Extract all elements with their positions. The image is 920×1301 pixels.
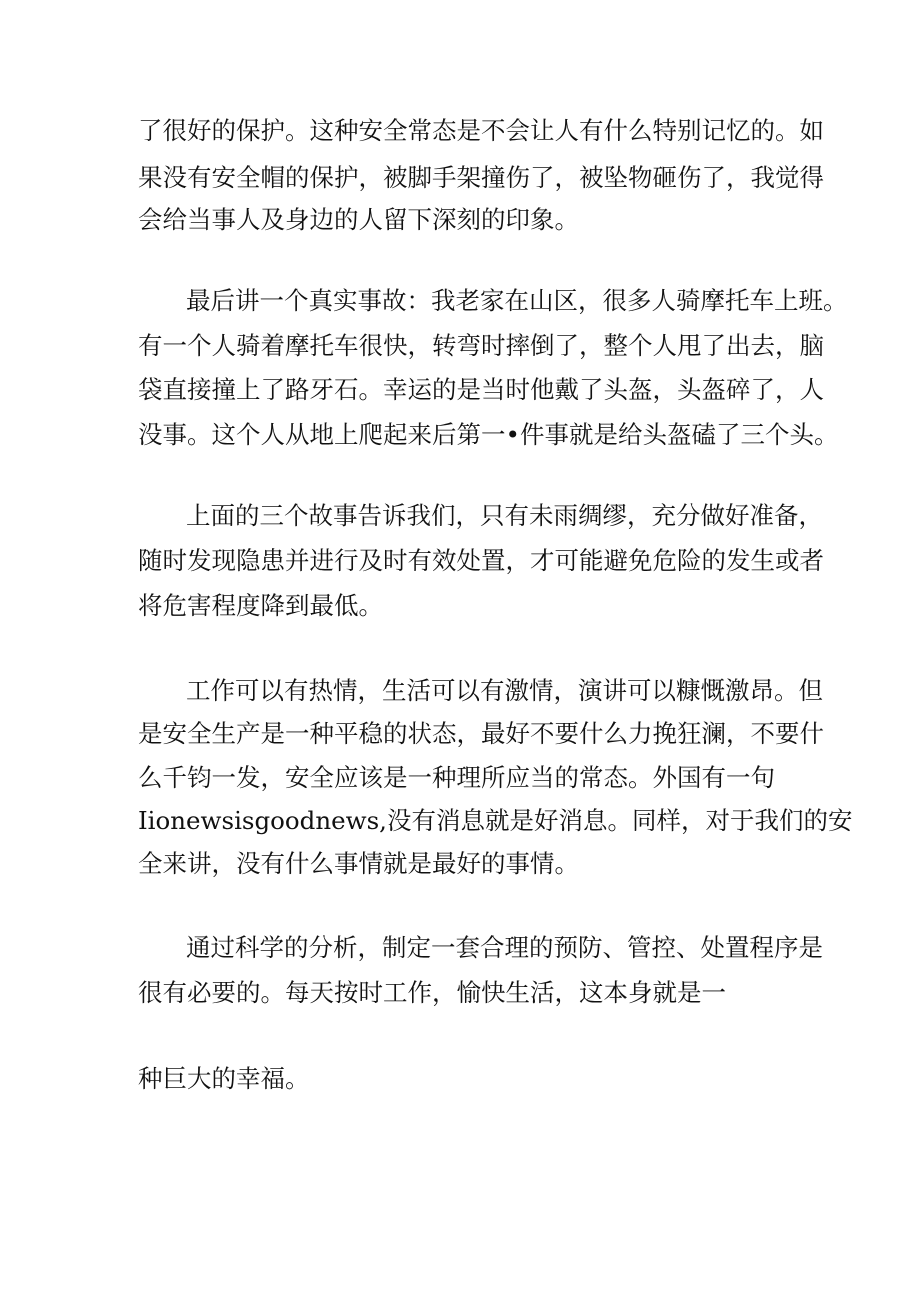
text-line: 是安全生产是一种平稳的状态，最好不要什么力挽狂澜，不要什: [138, 719, 824, 748]
text-line: 会给当事人及身边的人留下深刻的印象。: [138, 205, 579, 234]
text-line: 了很好的保护。这种安全常态是不会让人有什么特别记忆的。如: [138, 116, 824, 145]
text-line: Iionewsisgoodnews,没有消息就是好消息。同样，对于我们的安: [138, 806, 853, 835]
text-line: 袋直接撞上了路牙石。幸运的是当时他戴了头盔，头盔碎了，人: [138, 375, 824, 404]
text-line: 种巨大的幸福。: [138, 1064, 310, 1093]
paragraph-first-line: 工作可以有热情，生活可以有激情，演讲可以糠慨激昂。但: [186, 676, 823, 705]
paragraph-first-line: 上面的三个故事告诉我们，只有未雨绸缪，充分做好准备，: [186, 501, 823, 530]
text-line: 很有必要的。每天按时工作，愉快生活，这本身就是一: [138, 978, 726, 1007]
paragraph-first-line: 通过科学的分析，制定一套合理的预防、管控、处置程序是: [186, 933, 823, 962]
text-line: 果没有安全帽的保护，被脚手架撞伤了，被坠物砸伤了，我觉得: [138, 163, 824, 192]
text-line: 全来讲，没有什么事情就是最好的事情。: [138, 849, 579, 878]
text-line: 么千钧一发，安全应该是一种理所应当的常态。外国有一句: [138, 763, 775, 792]
text-line: 随时发现隐患并进行及时有效处置，才可能避免危险的发生或者: [138, 546, 824, 575]
paragraph-first-line: 最后讲一个真实事故：我老家在山区，很多人骑摩托车上班。: [186, 286, 848, 315]
text-line: 有一个人骑着摩托车很快，转弯时摔倒了，整个人甩了出去，脑: [138, 331, 824, 360]
text-line: 将危害程度降到最低。: [138, 591, 383, 620]
text-line: 没事。这个人从地上爬起来后第一•件事就是给头盔磕了三个头。: [138, 420, 839, 449]
